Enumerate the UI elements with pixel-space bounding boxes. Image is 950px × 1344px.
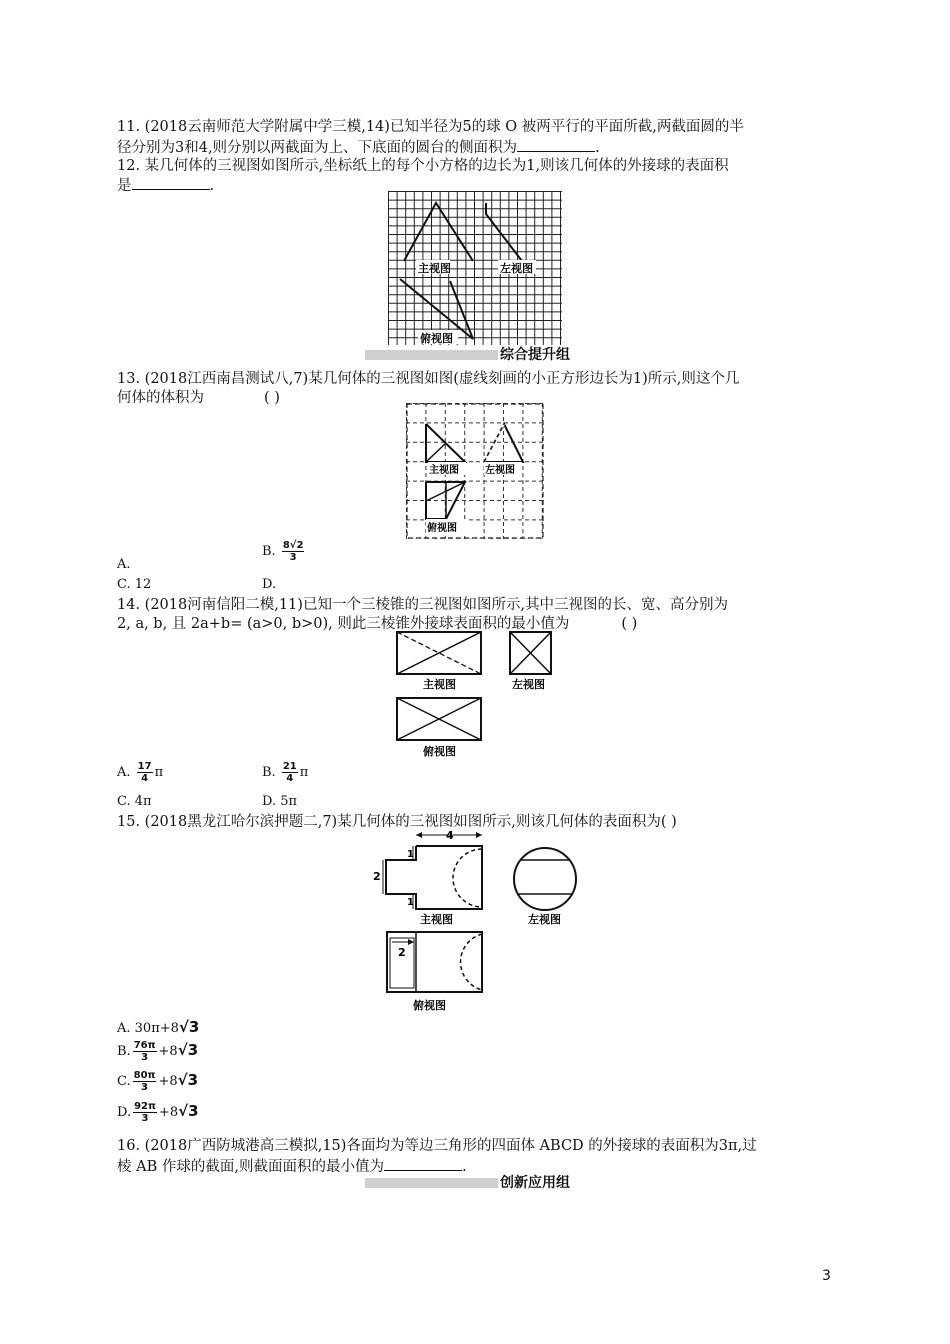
answer-blank <box>384 1156 462 1171</box>
fraction: $\frac{21}{4}$ <box>282 761 297 784</box>
q11-line1: 11. (2018云南师范大学附属中学三模,14)已知半径为5的球 O 被两平行的平面所截,两截面圆的半 <box>117 119 744 135</box>
q15-option-d: D. $\frac{92\pi}{3}$ +8√3 <box>117 1101 199 1124</box>
q12-line2: 是 . <box>117 175 214 196</box>
answer-blank <box>517 137 595 152</box>
q12-line1: 12. 某几何体的三视图如图所示,坐标纸上的每个小方格的边长为1,则该几何体的外接球的表面积 <box>117 158 729 174</box>
section-bar <box>365 350 498 360</box>
q13-three-view-figure <box>406 403 544 539</box>
q14-option-d: D. 5π <box>262 794 298 809</box>
q14-three-view-figure <box>395 630 555 760</box>
side-view-label: 左视图 <box>528 913 561 926</box>
q15-option-a: A. 30π+8√3 <box>117 1018 200 1036</box>
front-view-label: 主视图 <box>418 262 451 275</box>
front-view-label: 主视图 <box>420 913 453 926</box>
q15-option-c: C. $\frac{80\pi}{3}$ +8√3 <box>117 1070 199 1093</box>
side-view-label: 左视图 <box>512 678 545 691</box>
q16-line2: 棱 AB 作球的截面,则截面面积的最小值为 . <box>117 1156 467 1177</box>
q14-option-c: C. 4π <box>117 794 152 809</box>
top-view-label: 俯视图 <box>423 745 456 758</box>
front-view-label: 主视图 <box>423 678 456 691</box>
side-view-label: 左视图 <box>485 465 515 476</box>
section-title: 综合提升组 <box>500 347 570 363</box>
q14-option-a: A. $\frac{17}{4}$ π <box>117 761 164 784</box>
q13-line2: 何体的体积为 ( ) <box>117 390 280 406</box>
dimension-label: 2 <box>398 946 406 959</box>
q14-line1: 14. (2018河南信阳二模,11)已知一个三棱锥的三视图如图所示,其中三视图的长、宽、高分别为 <box>117 597 729 613</box>
q12-three-view-figure <box>388 191 563 346</box>
fraction: $\frac{80\pi}{3}$ <box>133 1070 156 1093</box>
answer-blank <box>132 175 210 190</box>
side-view-label: 左视图 <box>500 262 533 275</box>
dimension-label: 1 <box>407 897 414 908</box>
dimension-label: 1 <box>407 849 414 860</box>
fraction: $\frac{92\pi}{3}$ <box>134 1101 156 1124</box>
front-view-label: 主视图 <box>429 465 459 476</box>
q15-option-b: B. $\frac{76\pi}{3}$ +8√3 <box>117 1040 199 1063</box>
dimension-label: 4 <box>446 829 454 842</box>
q14-option-b: B. $\frac{21}{4}$ π <box>262 761 309 784</box>
q16-line1: 16. (2018广西防城港高三模拟,15)各面均为等边三角形的四面体 ABCD 的外接球的表面积为3π,过 <box>117 1138 757 1154</box>
q13-line1: 13. (2018江西南昌测试八,7)某几何体的三视图如图(虚线刻画的小正方形边长为1)所示,则这个几 <box>117 371 740 387</box>
top-view-label: 俯视图 <box>413 999 446 1012</box>
fraction: $\frac{17}{4}$ <box>137 761 152 784</box>
top-view-label: 俯视图 <box>427 523 457 534</box>
fraction: $\frac{8√2}{3}$ <box>282 540 304 563</box>
dimension-label: 2 <box>373 870 381 883</box>
section-header <box>365 348 590 362</box>
q13-option-c: C. 12 <box>117 577 152 592</box>
q13-option-a: A. <box>117 557 131 572</box>
q15-line1: 15. (2018黑龙江哈尔滨押题二,7)某几何体的三视图如图所示,则该几何体的表面积为( ) <box>117 814 677 830</box>
section-header <box>365 1176 590 1190</box>
q13-option-d: D. <box>262 577 277 592</box>
q13-option-b: B. $\frac{8√2}{3}$ <box>262 540 304 563</box>
top-view-label: 俯视图 <box>420 332 453 345</box>
section-title: 创新应用组 <box>500 1175 570 1191</box>
section-bar <box>365 1178 498 1188</box>
page-number: 3 <box>822 1268 831 1284</box>
q11-line2: 径分别为3和4,则分别以两截面为上、下底面的圆台的侧面积为 . <box>117 137 600 158</box>
fraction: $\frac{76\pi}{3}$ <box>133 1040 156 1063</box>
q15-three-view-figure <box>358 828 583 1018</box>
q14-line2: 2, a, b, 且 2a+b= (a>0, b>0), 则此三棱锥外接球表面积的最小值为 ( ) <box>117 616 638 632</box>
